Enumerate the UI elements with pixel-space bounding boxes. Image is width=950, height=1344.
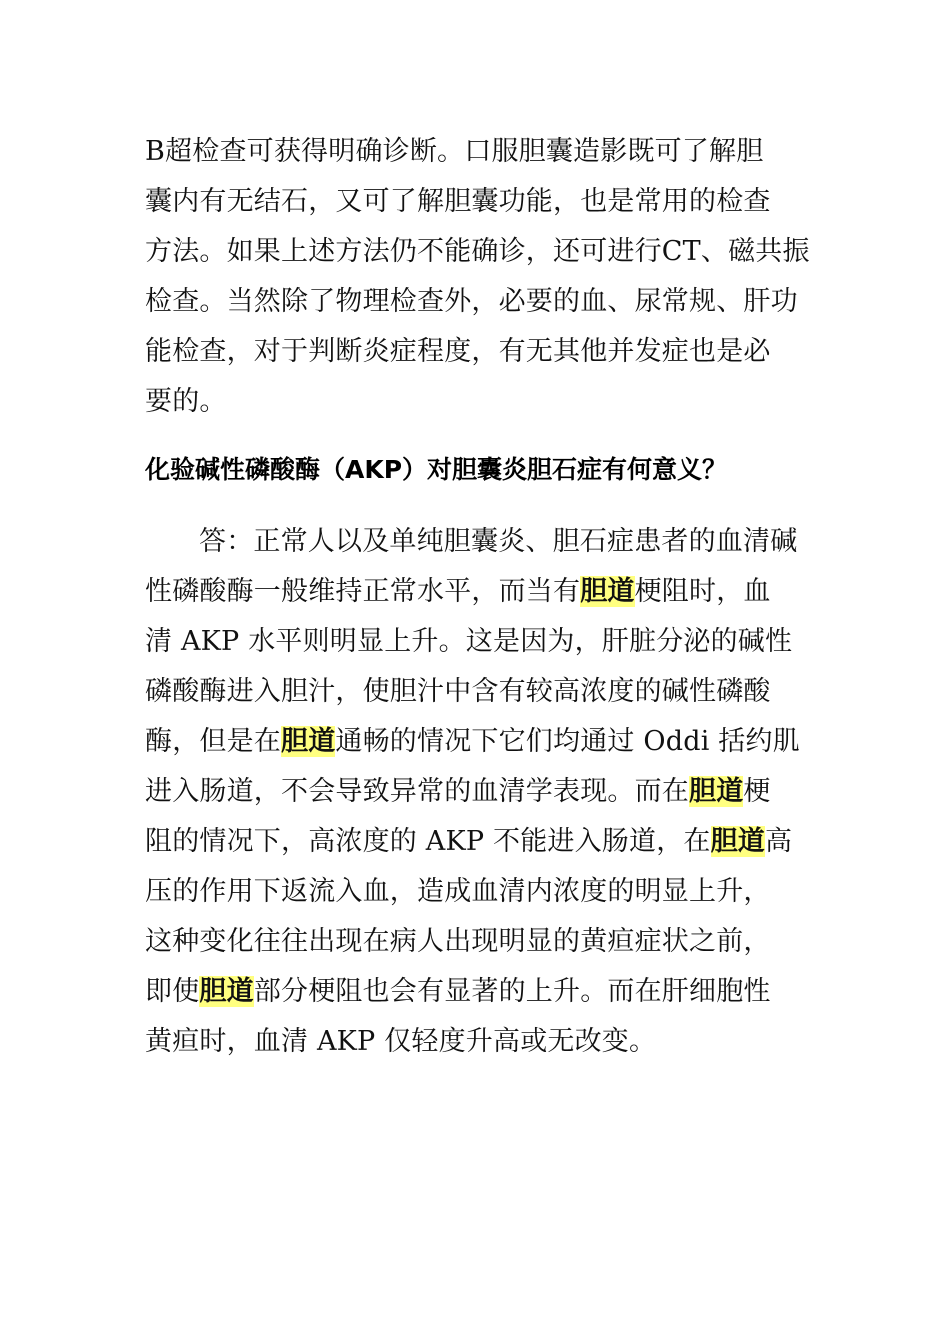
text-span: 通畅的情况下它们均通过 Oddi 括约肌 (335, 726, 800, 757)
paragraph2-line (145, 822, 810, 862)
text-span: 酶，但是在 (145, 726, 281, 757)
highlighted-term: 胆道 (689, 776, 744, 807)
paragraph2-line: 磷酸酶进入胆汁，使胆汁中含有较高浓度的碱性磷酸 (145, 676, 771, 707)
paragraph2-line (145, 972, 810, 1012)
paragraph2-line (145, 572, 810, 612)
text-span: 梗阻时，血 (634, 576, 771, 607)
highlighted-term: 胆道 (199, 976, 254, 1007)
text-span: 即使 (145, 976, 200, 1007)
paragraph1-line: 囊内有无结石，又可了解胆囊功能，也是常用的检查 (145, 186, 771, 217)
highlighted-term: 胆道 (710, 826, 766, 857)
paragraph1-line: 要的。 (145, 386, 227, 417)
paragraph2-line (145, 722, 810, 762)
paragraph2-line: 黄疸时，血清 AKP 仅轻度升高或无改变。 (145, 1026, 657, 1057)
paragraph1-line: 能检查，对于判断炎症程度，有无其他并发症也是必 (145, 336, 771, 367)
text-span: 梗 (743, 776, 771, 807)
paragraph2-line: 压的作用下返流入血，造成血清内浓度的明显上升， (145, 876, 771, 907)
text-span: 高 (765, 826, 793, 857)
paragraph1-line: 方法。如果上述方法仍不能确诊，还可进行CT、磁共振 (145, 236, 810, 267)
highlighted-term: 胆道 (281, 726, 336, 757)
section-heading: 化验碱性磷酸酶（AKP）对胆囊炎胆石症有何意义？ (145, 455, 728, 484)
text-span: 进入肠道，不会导致异常的血清学表现。而在 (145, 776, 689, 807)
paragraph2-line (145, 772, 810, 812)
paragraph2-line: 这种变化往往出现在病人出现明显的黄疸症状之前， (145, 926, 771, 957)
paragraph1-line: 检查。当然除了物理检查外，必要的血、尿常规、肝功 (145, 286, 798, 317)
paragraph2-line: 答：正常人以及单纯胆囊炎、胆石症患者的血清碱 (199, 526, 798, 557)
text-span: 性磷酸酶一般维持正常水平，而当有 (145, 576, 581, 607)
paragraph1-line: B超检查可获得明确诊断。口服胆囊造影既可了解胆 (145, 136, 764, 167)
text-span: 阻的情况下，高浓度的 AKP 不能进入肠道，在 (145, 826, 711, 857)
highlighted-term: 胆道 (580, 576, 635, 607)
paragraph2-line: 清 AKP 水平则明显上升。这是因为，肝脏分泌的碱性 (145, 626, 793, 657)
text-span: 部分梗阻也会有显著的上升。而在肝细胞性 (253, 976, 771, 1007)
